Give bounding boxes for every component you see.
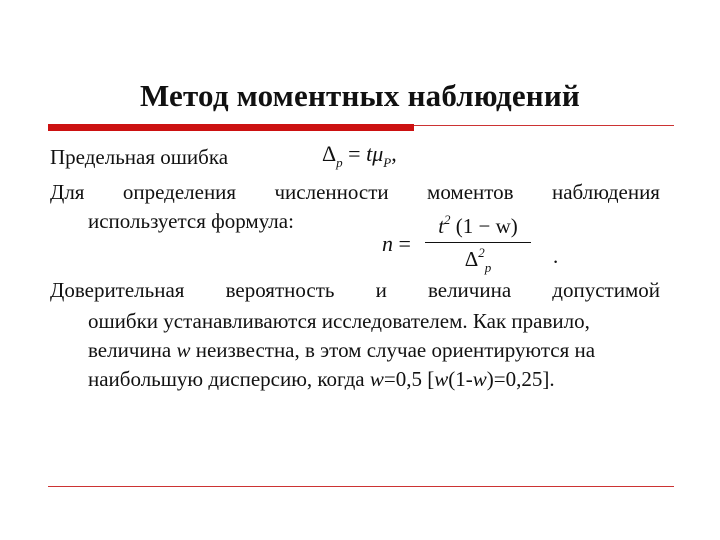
- w-variable: w: [472, 367, 487, 391]
- fraction-denominator: [425, 245, 531, 275]
- word: Доверительная: [50, 278, 185, 302]
- formula-comma: ,: [391, 141, 397, 166]
- bottom-divider: [48, 486, 674, 487]
- text-span: величина: [88, 338, 177, 362]
- w-variable: w: [369, 367, 384, 391]
- word: Для: [50, 180, 85, 204]
- text-span: неизвестна, в этом случае ориентируются на: [190, 338, 596, 362]
- delta-power: 2: [478, 245, 485, 260]
- equals-sign: =: [348, 141, 361, 166]
- w-variable: w: [434, 367, 449, 391]
- w-variable: w: [176, 338, 191, 362]
- formula-period: .: [553, 244, 559, 268]
- paragraph1-line2: используется формула:: [88, 209, 294, 233]
- delta-subscript: p: [484, 260, 492, 275]
- text-span: наибольшую дисперсию, когда: [88, 367, 370, 391]
- word: численности: [274, 180, 389, 204]
- word: допустимой: [552, 278, 660, 302]
- word: и: [375, 278, 387, 302]
- paragraph2-line1: [50, 276, 660, 305]
- t-power: 2: [444, 212, 451, 227]
- n-symbol: n: [382, 231, 393, 256]
- mu-subscript: P: [383, 155, 392, 170]
- paragraph1-line1: [50, 178, 660, 207]
- limit-error-formula: [322, 141, 397, 170]
- sample-size-lhs: [382, 231, 411, 257]
- fraction-numerator: [425, 214, 531, 239]
- word: наблюдения: [552, 180, 660, 204]
- text-span: )=0,25].: [486, 367, 555, 391]
- paragraph2-line2: ошибки устанавливаются исследователем. Как правило,: [88, 309, 590, 333]
- delta-symbol: Δ: [322, 141, 337, 166]
- mu-symbol: μ: [372, 141, 384, 166]
- sample-size-fraction: [425, 212, 531, 275]
- delta-subscript: p: [336, 155, 343, 170]
- text-span: (1-: [448, 367, 473, 391]
- word: определения: [122, 180, 237, 204]
- word: вероятность: [225, 278, 335, 302]
- equals-sign: =: [398, 231, 411, 256]
- limit-error-label: Предельная ошибка: [50, 145, 229, 169]
- title-underline-thick: [48, 124, 414, 131]
- paragraph2-line3: [88, 336, 595, 365]
- numerator-rest: (1 − w): [455, 214, 518, 238]
- t-symbol: t: [366, 141, 373, 166]
- t-symbol: t: [438, 214, 445, 238]
- delta-symbol: Δ: [464, 247, 479, 271]
- slide-title: Метод моментных наблюдений: [140, 78, 580, 113]
- text-span: =0,5 [: [383, 367, 435, 391]
- word: моментов: [427, 180, 514, 204]
- title-underline-thin: [414, 125, 674, 126]
- word: величина: [427, 278, 512, 302]
- paragraph2-line4: [88, 365, 555, 394]
- fraction-bar: [425, 242, 531, 243]
